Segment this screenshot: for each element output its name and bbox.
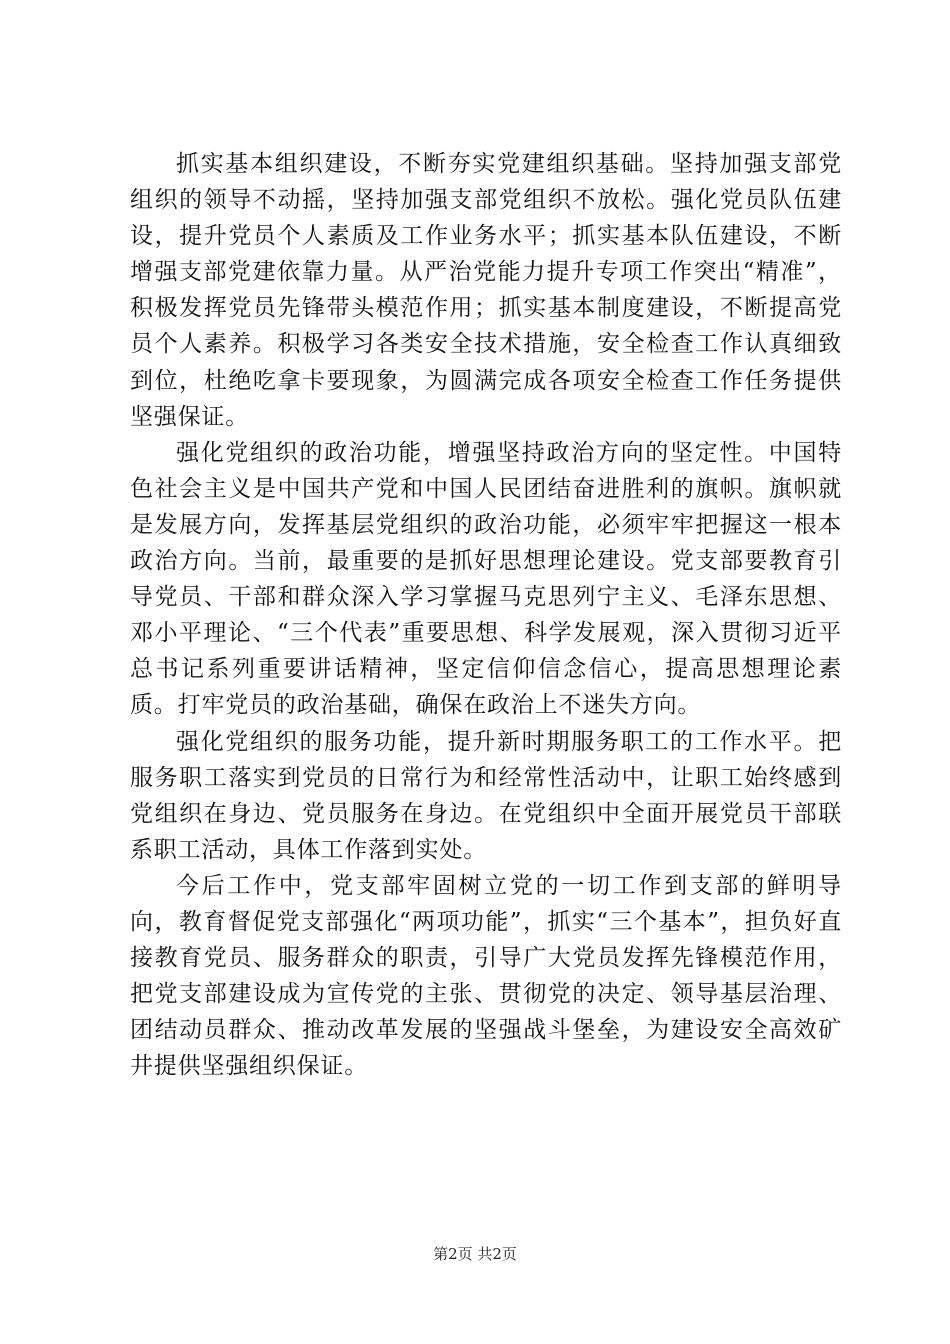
paragraph-3: 强化党组织的服务功能，提升新时期服务职工的工作水平。把服务职工落实到党员的日常行为和经常性活动中，让职工始终感到党组织在身边、党员服务在身边。在党组织中全面开展党员干部联系职工活动，具体工作落到实处。: [130, 728, 842, 863]
paragraph-1: 抓实基本组织建设，不断夯实党建组织基础。坚持加强支部党组织的领导不动摇，坚持加强支部党组织不放松。强化党员队伍建设，提升党员个人素质及工作业务水平；抓实基本队伍建设，不断增强支部党建依靠力量。从严治党能力提升专项工作突出“精准”，积极发挥党员先锋带头模范作用；抓实基本制度建设，不断提高党员个人素养。积极学习各类安全技术措施，安全检查工作认真细致到位，杜绝吃拿卡要现象，为圆满完成各项安全检查工作任务提供坚强保证。: [130, 151, 842, 430]
paragraph-2: 强化党组织的政治功能，增强坚持政治方向的坚定性。中国特色社会主义是中国共产党和中国人民团结奋进胜利的旗帜。旗帜就是发展方向，发挥基层党组织的政治功能，必须牢牢把握这一根本政治方向。当前，最重要的是抓好思想理论建设。党支部要教育引导党员、干部和群众深入学习掌握马克思列宁主义、毛泽东思想、邓小平理论、“三个代表”重要思想、科学发展观，深入贯彻习近平总书记系列重要讲话精神，坚定信仰信念信心，提高思想理论素质。打牢党员的政治基础，确保在政治上不迷失方向。: [130, 439, 842, 719]
page-footer: 第2页 共2页: [433, 1245, 517, 1263]
document-body: [130, 146, 842, 1084]
paragraph-4: 今后工作中，党支部牢固树立党的一切工作到支部的鲜明导向，教育督促党支部强化“两项功能”，抓实“三个基本”，担负好直接教育党员、服务群众的职责，引导广大党员发挥先锋模范作用，把党支部建设成为宣传党的主张、贯彻党的决定、领导基层治理、团结动员群众、推动改革发展的坚强战斗堡垒，为建设安全高效矿井提供坚强组织保证。: [130, 872, 842, 1080]
